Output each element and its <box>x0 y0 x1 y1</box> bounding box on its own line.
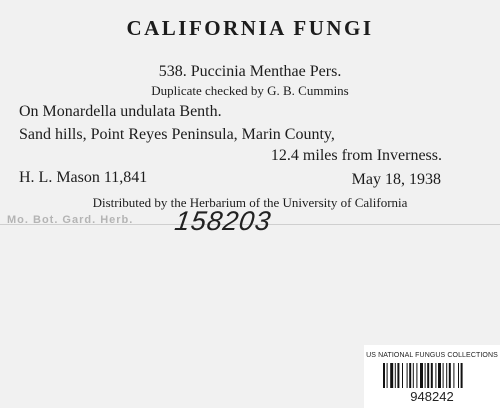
barcode-number: 948242 <box>410 389 454 404</box>
distributor-line: Distributed by the Herbarium of the University of California <box>92 195 408 210</box>
collection-date: May 18, 1938 <box>351 171 441 188</box>
accession-number: 158203 <box>172 206 274 236</box>
barcode-label <box>364 345 500 408</box>
barcode-header: US NATIONAL FUNGUS COLLECTIONS <box>366 352 498 359</box>
label-title: CALIFORNIA FUNGI <box>126 16 374 40</box>
collector-number: H. L. Mason 11,841 <box>19 169 148 186</box>
host-plant: On Monardella undulata Benth. <box>19 103 222 120</box>
barcode-icon <box>383 363 481 388</box>
species-name: 538. Puccinia Menthae Pers. <box>158 63 342 80</box>
locality-line-2: 12.4 miles from Inverness. <box>270 147 442 164</box>
locality-line-1: Sand hills, Point Reyes Peninsula, Marin County, <box>19 126 335 143</box>
herbarium-stamp: Mo. Bot. Gard. Herb. <box>7 214 134 226</box>
checked-by: Duplicate checked by G. B. Cummins <box>151 83 349 98</box>
